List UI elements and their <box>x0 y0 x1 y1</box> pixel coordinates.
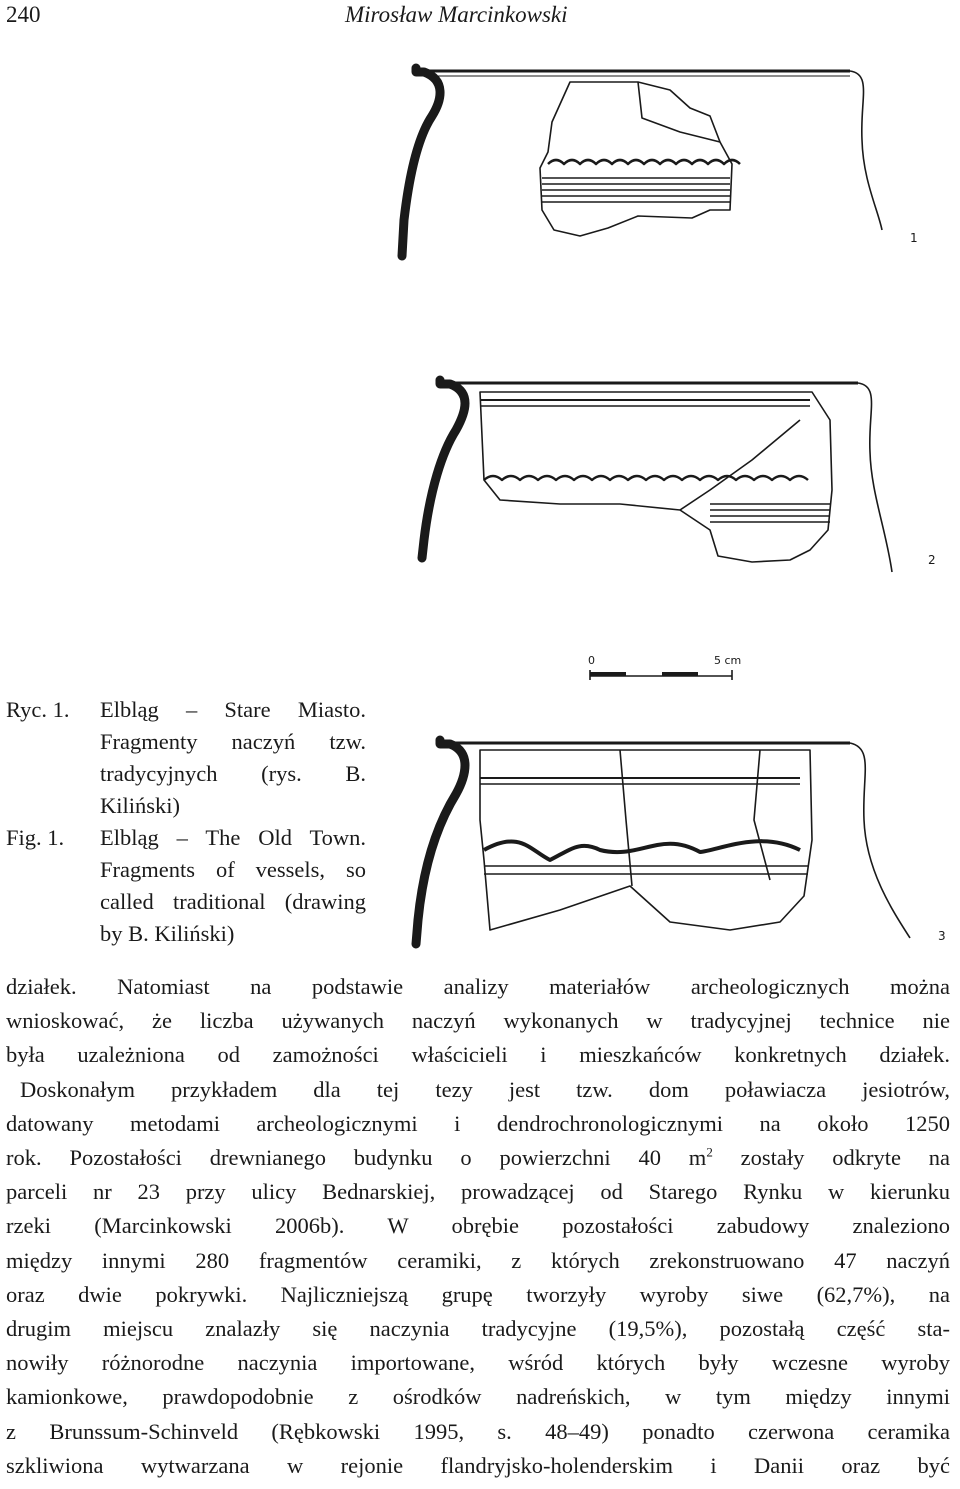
body-text <box>6 970 950 1483</box>
text-line: rzeki (Marcinkowski 2006b). W obrębie pozostałości zabudowy znaleziono <box>6 1213 950 1239</box>
text-line-part: zostały odkryte na <box>712 1145 950 1171</box>
figure-caption <box>6 694 366 950</box>
text-line <box>6 1141 950 1175</box>
text-line: datowany metodami archeologicznymi i dendrochronologicznymi na około 1250 <box>6 1110 950 1136</box>
text-line: parceli nr 23 przy ulicy Bednarskiej, prowadzącej od Starego Rynku w kierunku <box>6 1179 950 1205</box>
text-line: wnioskować, że liczba używanych naczyń wykonanych w tradycyjnej technice nie <box>6 1008 950 1034</box>
text-line: była uzależniona od zamożności właścicieli i mieszkańców konkretnych działek. <box>6 1042 950 1068</box>
pottery-drawing <box>380 60 960 960</box>
caption-polish <box>6 694 366 822</box>
superscript: 2 <box>706 1144 713 1160</box>
scale-bar <box>590 670 732 680</box>
caption-label-pl: Ryc. 1. <box>6 697 70 722</box>
page-header <box>0 0 960 36</box>
text-line-part: rok. Pozostałości drewnianego budynku o powierzchni 40 m <box>6 1145 707 1171</box>
vessel-label-2: 2 <box>928 553 936 567</box>
caption-text-pl: Elbląg – Stare Miasto. Fragmenty naczyń tzw. tradycyjnych (rys. B. Kiliński) <box>100 697 366 818</box>
pottery-drawing-figure <box>380 60 960 960</box>
text-line: Doskonałym przykładem dla tej tezy jest tzw. dom poławiacza jesiotrów, <box>20 1076 950 1102</box>
vessel-label-3: 3 <box>938 929 946 943</box>
scale-start-label: 0 <box>588 654 595 667</box>
text-line: kamionkowe, prawdopodobnie z ośrodków nadreńskich, w tym między innymi <box>6 1384 950 1410</box>
text-line: między innymi 280 fragmentów ceramiki, z których zrekonstruowano 47 naczyń <box>6 1247 950 1273</box>
running-head: Mirosław Marcinkowski <box>345 2 568 27</box>
vessel-3 <box>416 740 910 944</box>
text-line: nowiły różnorodne naczynia importowane, wśród których były wczesne wyroby <box>6 1350 950 1376</box>
caption-english <box>6 822 366 950</box>
vessel-2 <box>422 380 892 572</box>
caption-text-en: Elbląg – The Old Town. Fragments of vessels, so called traditional (drawing by B. Kiliński) <box>100 825 366 946</box>
text-line: z Brunssum-Schinveld (Rębkowski 1995, s. 48–49) ponadto czerwona ceramika <box>6 1418 950 1444</box>
scale-end-label: 5 cm <box>714 654 742 667</box>
text-line: szkliwiona wytwarzana w rejonie flandryjsko-holenderskim i Danii oraz być <box>6 1452 950 1478</box>
caption-label-en: Fig. 1. <box>6 825 65 850</box>
text-line: drugim miejscu znalazły się naczynia tradycyjne (19,5%), pozostałą część sta- <box>6 1316 950 1342</box>
text-line: działek. Natomiast na podstawie analizy materiałów archeologicznych można <box>6 974 950 999</box>
text-line: oraz dwie pokrywki. Najliczniejszą grupę tworzyły wyroby siwe (62,7%), na <box>6 1281 950 1307</box>
vessel-1 <box>402 68 882 256</box>
vessel-label-1: 1 <box>910 231 918 245</box>
page-number: 240 <box>6 2 41 27</box>
